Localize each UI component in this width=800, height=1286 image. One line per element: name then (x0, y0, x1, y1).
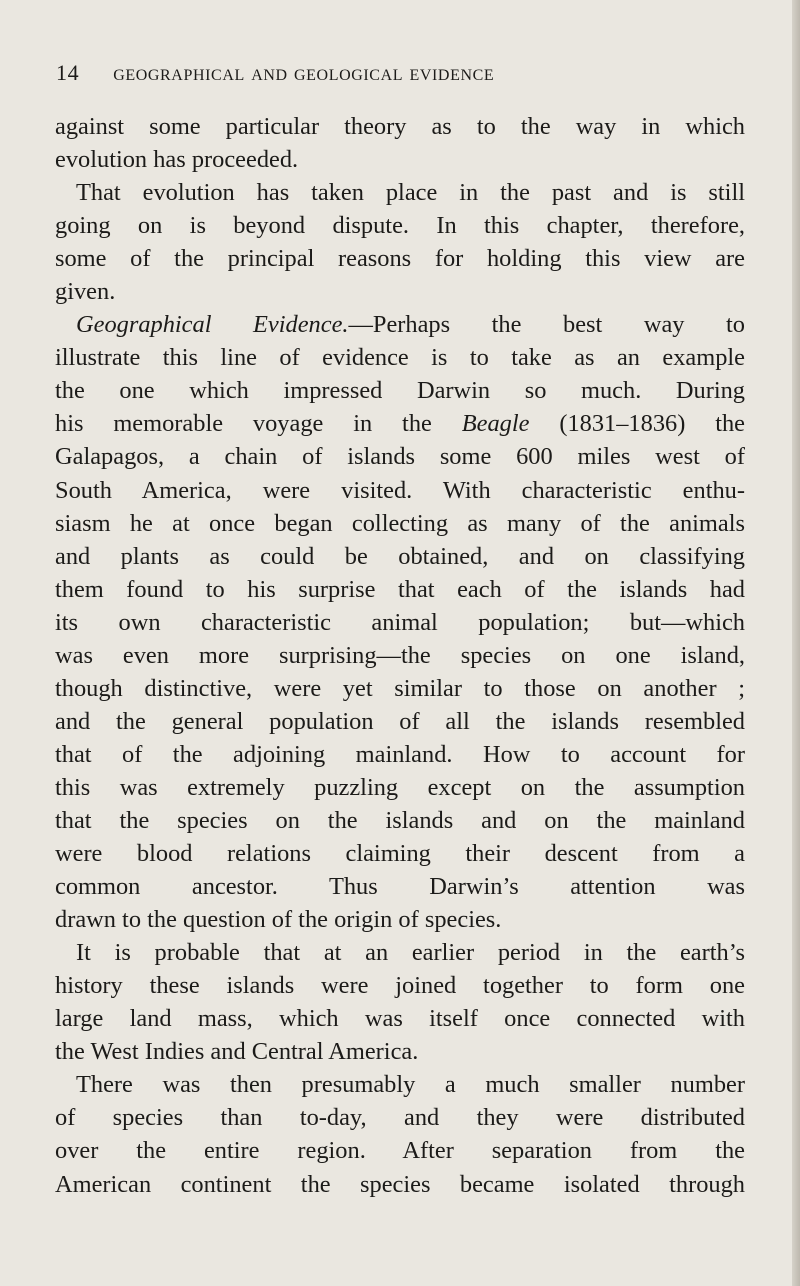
text-line: given. (55, 278, 116, 306)
page-header (56, 58, 756, 88)
text-line: South America, were visited. With characteristic enthu- (55, 476, 745, 504)
text-line: that of the adjoining mainland. How to account for (55, 740, 745, 768)
text-line: drawn to the question of the origin of species. (55, 906, 502, 934)
page-edge (792, 0, 800, 1286)
text-line: some of the principal reasons for holding this view are (55, 245, 745, 273)
italic-segment: Beagle (461, 410, 530, 438)
text-line: them found to his surprise that each of the islands had (55, 575, 745, 603)
body-text (55, 110, 745, 1201)
italic-segment: Geographical Evidence. (76, 311, 349, 339)
text-line: and the general population of all the islands resembled (55, 707, 745, 735)
text-line: history these islands were joined together to form one (55, 972, 745, 1000)
text-line: That evolution has taken place in the past and is still (76, 179, 745, 207)
text-line: There was then presumably a much smaller number (76, 1071, 745, 1099)
text-line: its own characteristic animal population; but—which (55, 608, 745, 636)
text-line: common ancestor. Thus Darwin’s attention was (55, 873, 745, 901)
text-line: of species than to-day, and they were distributed (55, 1104, 745, 1132)
text-line: evolution has proceeded. (55, 146, 299, 174)
text-line: Galapagos, a chain of islands some 600 miles west of (55, 443, 745, 471)
running-title: geographical and geological evidence (113, 60, 495, 85)
text-line: going on is beyond dispute. In this chapter, therefore, (55, 212, 745, 240)
text-segment: his memorable voyage in the (55, 410, 462, 438)
text-line: the West Indies and Central America. (55, 1038, 419, 1066)
text-line: and plants as could be obtained, and on classifying (55, 542, 745, 570)
text-line (55, 407, 745, 440)
text-segment: —Perhaps the best way to (348, 311, 745, 339)
text-line: illustrate this line of evidence is to take as an example (55, 344, 745, 372)
text-line: that the species on the islands and on the mainland (55, 806, 745, 834)
text-line: were blood relations claiming their descent from a (55, 840, 745, 868)
text-line: was even more surprising—the species on one island, (55, 641, 745, 669)
text-line: large land mass, which was itself once connected with (55, 1005, 745, 1033)
text-line: It is probable that at an earlier period in the earth’s (76, 939, 745, 967)
text-line: though distinctive, were yet similar to those on another ; (55, 674, 745, 702)
text-segment: (1831–1836) the (529, 410, 745, 438)
text-line (55, 308, 745, 341)
text-line: against some particular theory as to the way in which (55, 113, 745, 140)
page-number: 14 (56, 60, 80, 85)
text-line: this was extremely puzzling except on the assumption (55, 773, 745, 801)
text-line: siasm he at once began collecting as many of the animals (55, 509, 745, 537)
text-line: American continent the species became isolated through (55, 1170, 745, 1198)
text-line: over the entire region. After separation from the (55, 1137, 745, 1165)
text-line: the one which impressed Darwin so much. During (55, 377, 745, 405)
